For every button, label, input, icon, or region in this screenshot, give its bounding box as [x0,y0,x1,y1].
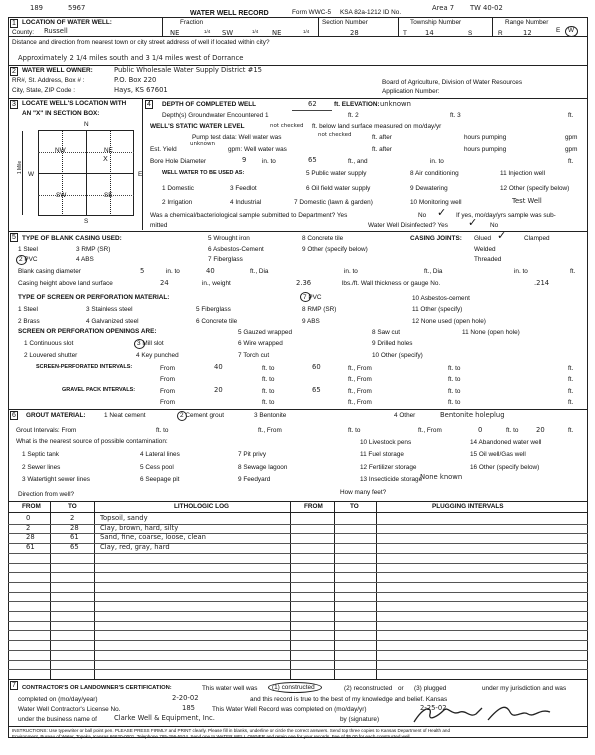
location-x-mark: X [103,155,108,163]
table-cell-from: 0 [26,514,31,522]
section-2-number: 2 [12,68,16,75]
table-row-line [8,563,588,564]
completed-value: 2-20-02 [172,694,199,702]
gauge-value: .214 [534,279,550,287]
fraction-1: NE [170,29,180,37]
no-checkmark: ✓ [437,206,447,219]
table-row-line [8,553,588,554]
log-header-lithologic: LITHOLOGIC LOG [174,503,230,510]
section-5-number: 5 [12,234,16,241]
section-number: 28 [350,29,359,37]
page-title: WATER WELL RECORD [190,10,269,17]
log-header-plugging: PLUGGING INTERVALS [432,503,504,510]
disinfected-checkmark: ✓ [468,216,478,229]
table-cell-log: Sand, fine, coarse, loose, clean [100,533,206,542]
log-header-from-2: FROM [304,503,323,510]
pump-test-label: Pump test data: Well water was [192,134,282,141]
contamination-label: What is the nearest source of possible contamination: [16,438,168,445]
elevation-value: unknown [380,100,411,108]
table-row-line [8,621,588,622]
log-header-from: FROM [22,503,41,510]
screen-pvc-option: 7 PVC [303,294,322,301]
glued-checkmark: ✓ [497,229,507,242]
table-row-line [8,611,588,612]
gravel-to-value: 65 [312,386,321,394]
ksa-id-label: KSA 82a-1212 ID No. [340,9,402,16]
board-label: Board of Agriculture, Division of Water Resources [382,79,523,86]
table-row-line [8,572,588,573]
table-row-line [8,660,588,661]
table-cell-to: 28 [70,523,79,532]
direction-label: Direction from well? [18,491,75,498]
blank-diameter-value: 5 [140,267,145,275]
business-label: under the business name of [18,716,97,723]
certification-label: CONTRACTOR'S OR LANDOWNER'S CERTIFICATION: [22,685,172,691]
how-many-feet-label: How many feet? [340,489,387,496]
locate-label: LOCATE WELL'S LOCATION WITH [22,100,127,107]
distance-value: Approximately 2 1/4 miles south and 3 1/4 miles west of Dorrance [18,54,244,62]
range-number: 12 [523,29,532,37]
section-4-number: 4 [147,101,151,108]
casing-height-value: 24 [160,279,169,287]
fraction-2: SW [222,29,234,37]
application-label: Application Number: [382,88,440,95]
area-note: Area 7 [432,4,455,12]
joints-label: CASING JOINTS: [410,235,462,242]
section-3-number: 3 [12,101,16,108]
table-row-line [8,533,588,534]
form-number-2: 5967 [68,4,86,12]
grout-other-value: Bentonite holeplug [440,411,505,419]
table-row-line [8,582,588,583]
openings-label: SCREEN OR PERFORATION OPENINGS ARE: [18,328,157,335]
gravel-from-value: 20 [214,386,223,394]
business-value: Clarke Well & Equipment, Inc. [114,714,215,722]
table-row-line [8,592,588,593]
grout-from-value: 0 [478,426,483,434]
table-row-line [8,669,588,670]
table-cell-from: 2 [26,523,31,532]
range-number-label: Range Number [505,19,549,26]
disinfected-label: Water Well Disinfected? Yes [368,222,448,229]
groundwater-label: Depth(s) Groundwater Encountered 1 [162,112,269,119]
depth-value: 62 [308,100,317,108]
distance-label: Distance and direction from nearest town or city street address of well if located within city? [12,39,270,46]
instructions-line-1: INSTRUCTIONS: Use typewriter or ball point pen. PLEASE PRESS FIRMLY and PRINT clearly. Please fill in blanks, underline or circle the correct answers. Send top three copies to Kansas Department of Health and [12,728,451,733]
table-row-line [8,543,588,544]
screen-to-value: 60 [312,363,321,371]
blank-diameter-label: Blank casing diameter [18,268,81,275]
blank-to-value: 40 [206,267,215,275]
bore-label: Bore Hole Diameter [150,158,207,165]
owner-value: Public Wholesale Water Supply District #15 [114,66,262,74]
depth-label: DEPTH OF COMPLETED WELL [162,101,257,108]
screen-material-label: TYPE OF SCREEN OR PERFORATION MATERIAL: [18,294,170,301]
table-row-line [8,524,588,525]
table-cell-from: 61 [26,543,35,552]
static-level-label: WELL'S STATIC WATER LEVEL [150,123,245,130]
table-cell-log: Clay, red, gray, hard [100,543,170,552]
table-row-line [8,650,588,651]
table-row-line [8,601,588,602]
license-value: 185 [182,704,195,712]
constructed-option: (1) constructed [272,684,315,691]
fraction-label: Fraction [180,19,204,26]
table-row-line [8,630,588,631]
use-other-value: Test Well [512,197,542,205]
section-1-number: 1 [12,20,16,27]
grout-intervals-label: Grout Intervals: From [16,427,77,434]
grout-label: GROUT MATERIAL: [26,412,86,419]
yield-value: unknown [190,141,215,147]
form-number-1: 189 [30,4,43,12]
fraction-3: NE [272,29,282,37]
casing-height-label: Casing height above land surface [18,280,113,287]
screen-from-value: 40 [214,363,223,371]
range-west: W [568,27,575,34]
section-number-label: Section Number [322,19,368,26]
grout-to-value: 20 [536,426,545,434]
county-label: County: [12,29,35,36]
casing-pvc-option: 2 PVC [19,256,38,263]
table-cell-to: 65 [70,543,79,552]
form-id: Form WWC-5 [292,9,332,16]
table-row-line [8,640,588,641]
section-6-number: 6 [12,412,16,419]
location-label: LOCATION OF WATER WELL: [22,19,112,26]
address-label: RR#, St. Address, Box # : [12,77,85,84]
table-cell-from: 28 [26,533,35,542]
license-label: Water Well Contractor's License No. [18,706,121,713]
bore-to-value: 65 [308,156,317,164]
locate-label-2: AN "X" IN SECTION BOX: [22,110,100,117]
table-cell-to: 61 [70,533,79,542]
table-cell-log: Topsoil, sandy [100,514,148,522]
table-cell-to: 2 [70,514,75,522]
completed-label: completed on (mo/day/year) [18,696,98,703]
log-header-to: TO [68,503,77,510]
address-value: P.O. Box 220 [114,76,157,84]
use-label: WELL WATER TO BE USED AS: [162,170,245,176]
bore-value: 9 [242,156,247,164]
weight-value: 2.36 [296,279,312,287]
chem-sample-label: Was a chemical/bacteriological sample submitted to Department? Yes [150,212,348,219]
city-label: City, State, ZIP Code : [12,87,75,94]
instructions-line-2: Environment, Bureau of Water, Topeka, Kansas 66620-0001. Telephone 785-296-5524. Send one to WATER WELL OWNER and retain one for your records. Fee of $5.00 for each constructed well. [12,734,411,739]
record-date-value: 2-25-02 [420,704,447,712]
yield-label: Est. Yield [150,146,177,153]
contamination-other-value: None known [420,473,463,481]
signature [410,702,560,726]
casing-label: TYPE OF BLANK CASING USED: [22,235,122,242]
section-7-number: 7 [12,682,16,689]
log-header-to-2: TO [350,503,359,510]
table-cell-log: Clay, brown, hard, silty [100,523,179,532]
city-value: Hays, KS 67601 [114,86,168,94]
county-value: Russell [44,27,68,35]
township-number-label: Township Number [410,19,462,26]
owner-label: WATER WELL OWNER: [22,67,93,74]
screen-intervals-label: SCREEN-PERFORATED INTERVALS: [36,364,133,370]
mill-slot-option: 3 Mill slot [137,340,164,347]
township-number: 14 [425,29,434,37]
tw-note: TW 40-02 [470,4,503,12]
gravel-intervals-label: GRAVEL PACK INTERVALS: [62,387,136,393]
